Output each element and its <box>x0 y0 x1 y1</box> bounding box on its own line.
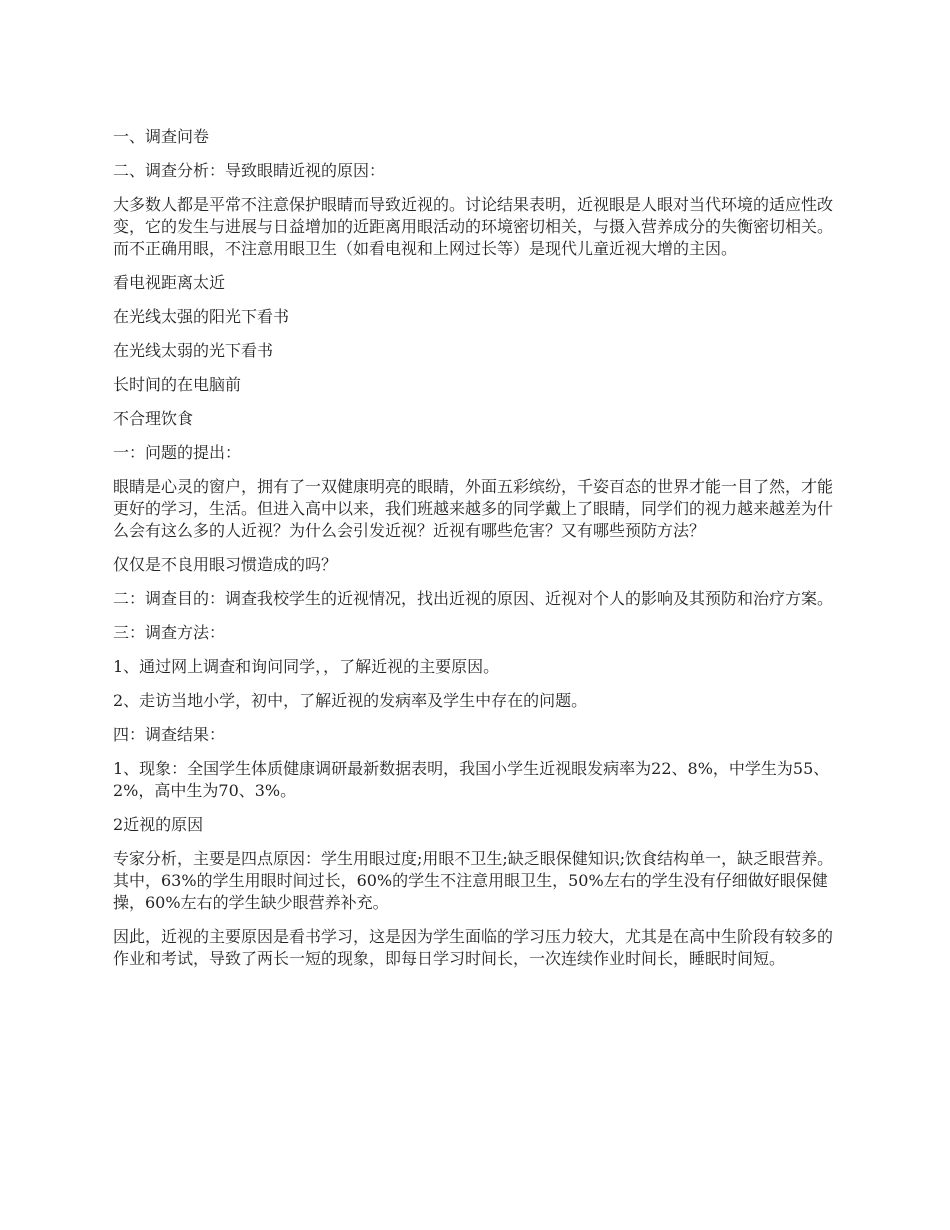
analysis-paragraph: 大多数人都是平常不注意保护眼睛而导致近视的。讨论结果表明，近视眼是人眼对当代环境的适应性改变，它的发生与进展与日益增加的近距离用眼活动的环境密切相关，与摄入营养成分的失衡密切相关。而不正确用眼，不注意用眼卫生（如看电视和上网过长等）是现代儿童近视大增的主因。 <box>113 195 834 258</box>
section-heading-problem: 一：问题的提出： <box>113 443 242 462</box>
cause-item-tv-distance: 看电视距离太近 <box>113 273 226 292</box>
section-heading-results: 四：调查结果： <box>113 725 226 744</box>
cause-item-computer: 长时间的在电脑前 <box>113 375 242 394</box>
result-phenomenon-paragraph: 1、现象：全国学生体质健康调研最新数据表明，我国小学生近视眼发病率为22、8%，中学生为55、2%，高中生为70、3%。 <box>113 759 830 800</box>
cause-item-diet: 不合理饮食 <box>113 409 194 428</box>
result-cause-heading: 2近视的原因 <box>113 815 204 834</box>
conclusion-paragraph: 因此，近视的主要原因是看书学习，这是因为学生面临的学习压力较大，尤其是在高中生阶段有较多的作业和考试，导致了两长一短的现象，即每日学习时间长，一次连续作业时间长，睡眠时间短。 <box>113 927 834 968</box>
cause-item-strong-light: 在光线太强的阳光下看书 <box>113 307 290 326</box>
purpose-paragraph: 二：调查目的：调查我校学生的近视情况，找出近视的原因、近视对个人的影响及其预防和治疗方案。 <box>113 589 834 608</box>
question-paragraph: 仅仅是不良用眼习惯造成的吗？ <box>113 555 338 574</box>
section-heading-methods: 三：调查方法： <box>113 623 226 642</box>
cause-item-weak-light: 在光线太弱的光下看书 <box>113 341 274 360</box>
section-heading-analysis: 二、调查分析：导致眼睛近视的原因： <box>113 161 386 180</box>
expert-analysis-paragraph: 专家分析，主要是四点原因：学生用眼过度;用眼不卫生;缺乏眼保健知识;饮食结构单一，缺乏眼营养。其中，63%的学生用眼时间过长，60%的学生不注意用眼卫生，50%左右的学生没有仔细做好眼保健操，60%左右的学生缺少眼营养补充。 <box>113 849 834 912</box>
document-body <box>113 126 843 982</box>
method-item-visit: 2、走访当地小学，初中，了解近视的发病率及学生中存在的问题。 <box>113 691 588 710</box>
section-heading-questionnaire: 一、调查问卷 <box>113 127 210 146</box>
problem-paragraph: 眼睛是心灵的窗户，拥有了一双健康明亮的眼睛，外面五彩缤纷，千姿百态的世界才能一目了然，才能更好的学习，生活。但进入高中以来，我们班越来越多的同学戴上了眼睛，同学们的视力越来越差为什么会有这么多的人近视？为什么会引发近视？近视有哪些危害？又有哪些预防方法？ <box>113 477 834 540</box>
method-item-online: 1、通过网上调查和询问同学，，了解近视的主要原因。 <box>113 657 500 676</box>
